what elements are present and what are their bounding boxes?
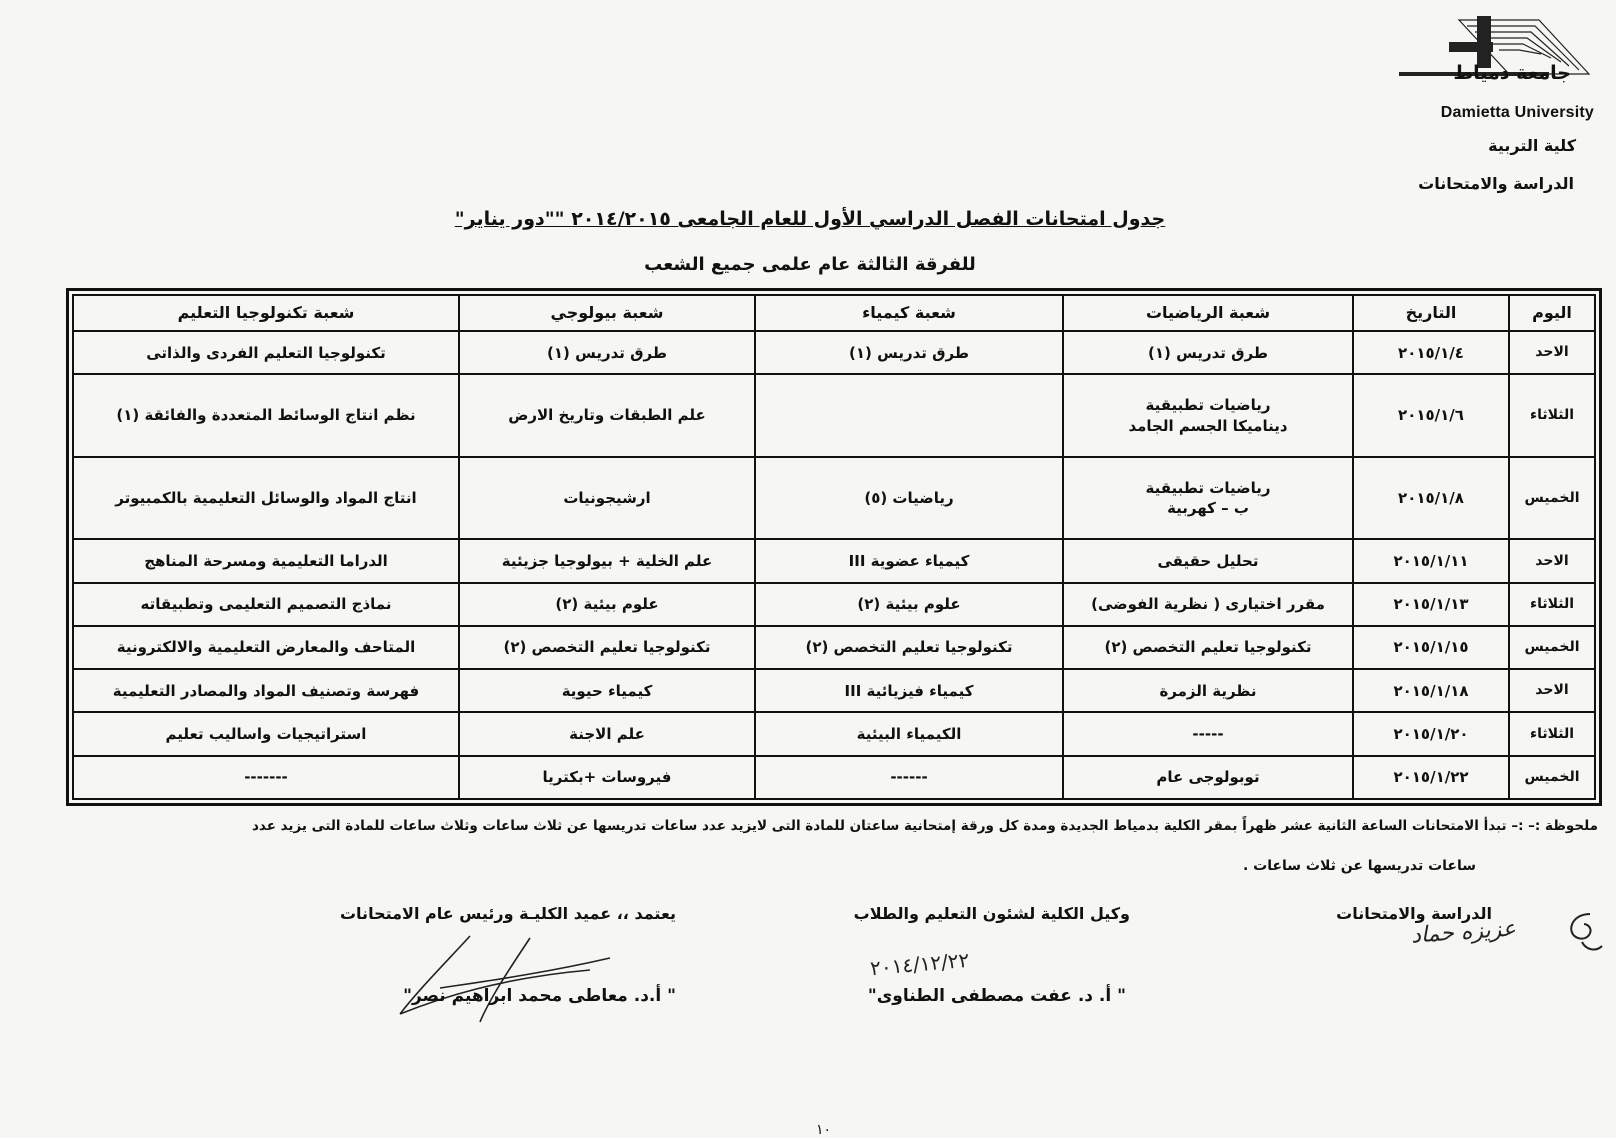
cell-date: ٢٠١٥/١/٢٢ [1353, 756, 1509, 799]
sig-vicedean-name: " أ. د. عفت مصطفى الطناوى" [867, 986, 1126, 1006]
cell-day: الخميس [1509, 457, 1595, 540]
cell-edtech: الدراما التعليمية ومسرحة المناهج [73, 539, 459, 582]
note-line-1: ملحوظة :– :– تبدأ الامتحانات الساعة الثانية عشر ظهراً بمقر الكلية بدمياط الجديدة ومدة كل ورقة إمتحانية ساعتان للمادة التى لايزيد عدد ساعات تدريسها عن ثلاث ساعات وثلاث ساعات للمادة التى يزيد عدد [251, 818, 1598, 834]
cell-edtech: استراتيجيات واساليب تعليم [73, 712, 459, 755]
cell-math: مقرر اختيارى ( نظرية الفوضى) [1063, 583, 1353, 626]
cell-edtech: نظم انتاج الوسائط المتعددة والفائقة (١) [73, 374, 459, 457]
cell-math: توبولوجى عام [1063, 756, 1353, 799]
cell-math: رياضيات تطبيقية ب – كهربية [1063, 457, 1353, 540]
cell-biology: طرق تدريس (١) [459, 331, 755, 374]
table-row [73, 756, 1595, 799]
cell-chemistry: ------ [755, 756, 1063, 799]
document-title: جدول امتحانات الفصل الدراسي الأول للعام الجامعى ٢٠١٤/٢٠١٥ ""دور يناير" [454, 208, 1166, 230]
note-line-2: ساعات تدريسها عن ثلاث ساعات . [1242, 858, 1476, 874]
cell-day: الثلاثاء [1509, 583, 1595, 626]
document-subtitle: للفرقة الثالثة عام علمى جميع الشعب [644, 254, 976, 275]
cell-date: ٢٠١٥/١/٦ [1353, 374, 1509, 457]
sig-vicedean-handwritten-date: ٢٠١٤/١٢/٢٢ [869, 947, 971, 981]
cell-date: ٢٠١٥/١/٨ [1353, 457, 1509, 540]
table-row [73, 374, 1595, 457]
table-row [73, 457, 1595, 540]
header-edtech: شعبة تكنولوجيا التعليم [73, 295, 459, 331]
sig-dean-name: " أ.د. معاطى محمد ابراهيم نصر" [403, 986, 676, 1006]
cell-math: نظرية الزمرة [1063, 669, 1353, 712]
university-name-ar: جامعة دمياط [1453, 62, 1571, 84]
cell-edtech: ------- [73, 756, 459, 799]
cell-chemistry: طرق تدريس (١) [755, 331, 1063, 374]
cell-biology: علم الطبقات وتاريخ الارض [459, 374, 755, 457]
signature-mark-icon [1560, 908, 1606, 958]
cell-chemistry: تكنولوجيا تعليم التخصص (٢) [755, 626, 1063, 669]
table-row [73, 583, 1595, 626]
cell-date: ٢٠١٥/١/١٣ [1353, 583, 1509, 626]
cell-biology: علم الاجنة [459, 712, 755, 755]
cell-math: تكنولوجيا تعليم التخصص (٢) [1063, 626, 1353, 669]
sig-exams-title: الدراسة والامتحانات [1336, 904, 1492, 923]
table-row [73, 712, 1595, 755]
cell-day: الاحد [1509, 539, 1595, 582]
cell-date: ٢٠١٥/١/١١ [1353, 539, 1509, 582]
cell-edtech: فهرسة وتصنيف المواد والمصادر التعليمية [73, 669, 459, 712]
cell-day: الثلاثاء [1509, 712, 1595, 755]
department-name: الدراسة والامتحانات [1418, 174, 1574, 193]
table-row [73, 669, 1595, 712]
cell-chemistry: كيمياء عضوية III [755, 539, 1063, 582]
header-date: التاريخ [1353, 295, 1509, 331]
cell-day: الاحد [1509, 331, 1595, 374]
exam-schedule-table [66, 288, 1602, 806]
cell-biology: كيمياء حيوية [459, 669, 755, 712]
cell-edtech: انتاج المواد والوسائل التعليمية بالكمبيوتر [73, 457, 459, 540]
cell-day: الخميس [1509, 626, 1595, 669]
header-math: شعبة الرياضيات [1063, 295, 1353, 331]
cell-biology: علوم بيئية (٢) [459, 583, 755, 626]
header-day: اليوم [1509, 295, 1595, 331]
cell-date: ٢٠١٥/١/١٨ [1353, 669, 1509, 712]
cell-edtech: تكنولوجيا التعليم الفردى والذاتى [73, 331, 459, 374]
sig-vicedean-title: وكيل الكلية لشئون التعليم والطلاب [853, 904, 1130, 923]
cell-date: ٢٠١٥/١/٢٠ [1353, 712, 1509, 755]
cell-math: تحليل حقيقى [1063, 539, 1353, 582]
cell-chemistry [755, 374, 1063, 457]
cell-math: طرق تدريس (١) [1063, 331, 1353, 374]
cell-day: الثلاثاء [1509, 374, 1595, 457]
cell-math: رياضيات تطبيقية ديناميكا الجسم الجامد [1063, 374, 1353, 457]
cell-chemistry: رياضيات (٥) [755, 457, 1063, 540]
cell-edtech: نماذج التصميم التعليمى وتطبيقاته [73, 583, 459, 626]
cell-chemistry: الكيمياء البيئية [755, 712, 1063, 755]
table-row [73, 539, 1595, 582]
cell-chemistry: كيمياء فيزيائية III [755, 669, 1063, 712]
cell-day: الخميس [1509, 756, 1595, 799]
cell-biology: فيروسات +بكتريا [459, 756, 755, 799]
cell-biology: علم الخلية + بيولوجيا جزيئية [459, 539, 755, 582]
header-biology: شعبة بيولوجي [459, 295, 755, 331]
cell-date: ٢٠١٥/١/١٥ [1353, 626, 1509, 669]
cell-chemistry: علوم بيئية (٢) [755, 583, 1063, 626]
cell-biology: تكنولوجيا تعليم التخصص (٢) [459, 626, 755, 669]
page-number: ١٠ [816, 1122, 832, 1138]
cell-edtech: المتاحف والمعارض التعليمية والالكترونية [73, 626, 459, 669]
cell-date: ٢٠١٥/١/٤ [1353, 331, 1509, 374]
cell-day: الاحد [1509, 669, 1595, 712]
cell-biology: ارشيجونيات [459, 457, 755, 540]
university-name-en: Damietta University [1440, 104, 1594, 121]
table-row [73, 331, 1595, 374]
table-header-row [73, 295, 1595, 331]
faculty-name: كلية التربية [1488, 136, 1576, 155]
sig-dean-title: يعتمد ،، عميد الكليـة ورئيس عام الامتحانات [339, 904, 676, 923]
table-row [73, 626, 1595, 669]
cell-math: ----- [1063, 712, 1353, 755]
sig-exams-handwriting: عزيزه حماد [1410, 916, 1517, 949]
header-chemistry: شعبة كيمياء [755, 295, 1063, 331]
dean-signature-icon [380, 918, 630, 1028]
